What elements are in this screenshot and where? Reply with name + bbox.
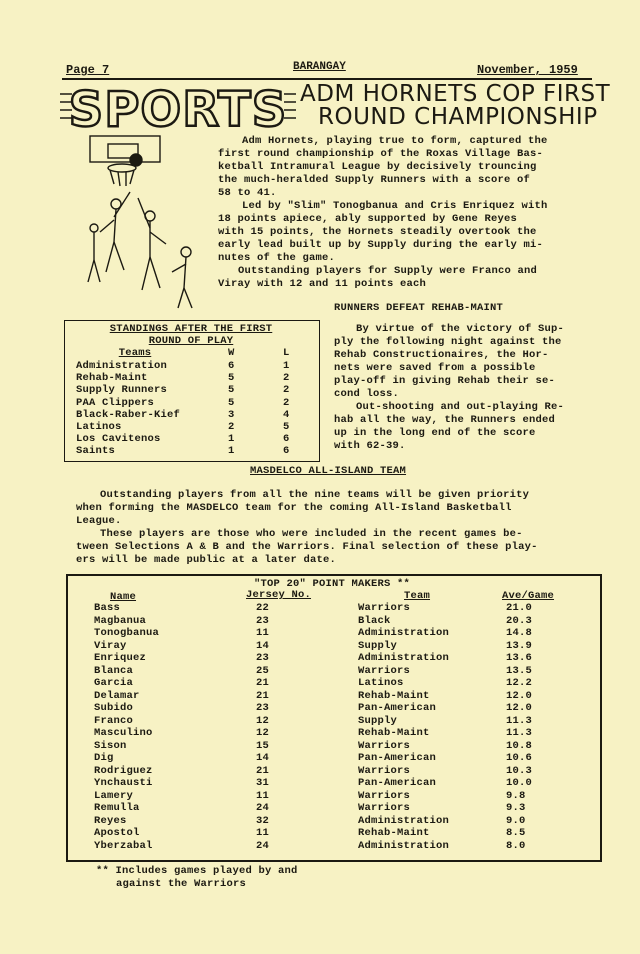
article-line: Adm Hornets, playing true to form, captured the xyxy=(242,135,548,147)
standings-cell-w: 5 xyxy=(228,372,235,385)
top20-cell-jersey: 11 xyxy=(256,827,270,839)
top20-cell-name: Magbanua xyxy=(94,614,147,627)
top20-cell-ave: 10.8 xyxy=(506,739,533,752)
article-line: nets were saved from a possible xyxy=(334,362,536,374)
standings-cell-l: 1 xyxy=(283,360,290,372)
top20-cell-team: Rehab-Maint xyxy=(358,689,430,702)
top20-cell-team: Pan-American xyxy=(358,702,437,714)
top20-title: "TOP 20" POINT MAKERS ** xyxy=(253,578,411,590)
standings-cell-w: 5 xyxy=(228,384,235,397)
top20-cell-name: Enriquez xyxy=(94,652,147,664)
standings-cell-l: 6 xyxy=(283,433,290,446)
top20-cell-jersey: 12 xyxy=(256,714,270,727)
article-line: play-off in giving Rehab their se- xyxy=(334,375,556,387)
article-masdelco-title: MASDELCO ALL-ISLAND TEAM xyxy=(250,465,407,477)
top20-cell-jersey: 23 xyxy=(256,702,270,714)
standings-cell-l: 5 xyxy=(283,421,290,433)
top20-cell-team: Pan-American xyxy=(358,777,437,789)
top20-cell-jersey: 21 xyxy=(256,677,270,689)
top20-cell-team: Administration xyxy=(358,839,450,852)
article-line: By virtue of the victory of Sup- xyxy=(356,323,565,335)
article-line: nutes of the game. xyxy=(218,252,336,264)
top20-cell-name: Viray xyxy=(94,639,127,652)
top20-col-name: Name xyxy=(110,591,137,603)
standings-cell-l: 2 xyxy=(283,396,290,409)
top20-cell-ave: 13.9 xyxy=(506,639,533,652)
article-line: early lead built up by Supply during the early mi- xyxy=(218,239,544,251)
standings-cell-team: Saints xyxy=(76,445,116,458)
top20-cell-name: Garcia xyxy=(94,677,134,689)
article-line: with 62-39. xyxy=(334,440,406,452)
top20-col-jersey: Jersey No. xyxy=(246,589,312,601)
standings-cell-team: Supply Runners xyxy=(76,384,168,397)
standings-cell-team: Latinos xyxy=(76,421,122,433)
top20-cell-team: Rehab-Maint xyxy=(358,727,430,739)
issue-date: November, 1959 xyxy=(477,63,578,77)
top20-cell-jersey: 23 xyxy=(256,614,270,627)
top20-cell-jersey: 23 xyxy=(256,652,270,664)
top20-cell-ave: 11.3 xyxy=(506,727,533,739)
top20-cell-name: Remulla xyxy=(94,802,140,814)
standings-cell-l: 6 xyxy=(283,445,290,458)
article-line: ers will be made public at a later date. xyxy=(76,554,337,566)
top20-cell-team: Administration xyxy=(358,652,450,664)
top20-cell-ave: 21.0 xyxy=(506,602,533,614)
top20-cell-name: Blanca xyxy=(94,664,134,677)
top20-cell-ave: 12.0 xyxy=(506,689,533,702)
top20-cell-jersey: 24 xyxy=(256,839,270,852)
standings-col-w: W xyxy=(228,347,235,359)
top20-cell-team: Supply xyxy=(358,714,398,727)
top20-cell-jersey: 11 xyxy=(256,789,270,802)
headline-line-2: ROUND CHAMPIONSHIP xyxy=(318,104,598,130)
top20-cell-jersey: 31 xyxy=(256,777,270,789)
top20-cell-name: Bass xyxy=(94,602,121,614)
top20-cell-team: Administration xyxy=(358,627,450,639)
top20-cell-jersey: 32 xyxy=(256,814,270,827)
page-number: Page 7 xyxy=(66,63,110,77)
sports-logo xyxy=(60,80,296,138)
top20-cell-team: Warriors xyxy=(358,789,411,802)
standings-cell-w: 3 xyxy=(228,408,235,421)
standings-cell-w: 6 xyxy=(228,360,235,372)
top20-cell-name: Ynchausti xyxy=(94,777,153,789)
top20-cell-ave: 9.3 xyxy=(506,802,526,814)
article-line: League. xyxy=(76,515,122,527)
article-line: hab all the way, the Runners ended xyxy=(334,414,556,426)
standings-cell-w: 1 xyxy=(228,433,235,446)
top20-cell-jersey: 14 xyxy=(256,752,270,764)
top20-cell-jersey: 25 xyxy=(256,664,270,677)
standings-cell-w: 2 xyxy=(228,421,235,433)
standings-col-l: L xyxy=(283,347,290,359)
svg-text:SPORTS: SPORTS xyxy=(68,82,288,138)
top20-cell-ave: 20.3 xyxy=(506,614,533,627)
top20-cell-team: Supply xyxy=(358,639,398,652)
top20-cell-jersey: 12 xyxy=(256,727,270,739)
top20-cell-team: Warriors xyxy=(358,802,411,814)
top20-cell-jersey: 21 xyxy=(256,689,270,702)
article-runners-title: RUNNERS DEFEAT REHAB-MAINT xyxy=(334,302,504,314)
top20-cell-ave: 10.6 xyxy=(506,752,533,764)
article-line: first round championship of the Roxas Village Bas- xyxy=(218,148,544,160)
top20-cell-ave: 12.2 xyxy=(506,677,533,689)
top20-cell-jersey: 21 xyxy=(256,764,270,777)
article-line: when forming the MASDELCO team for the coming All-Island Basketball xyxy=(76,502,512,514)
top20-cell-team: Latinos xyxy=(358,677,404,689)
standings-cell-team: Rehab-Maint xyxy=(76,372,148,385)
standings-title-2: ROUND OF PLAY xyxy=(148,335,234,347)
standings-cell-l: 2 xyxy=(283,372,290,385)
standings-title-1: STANDINGS AFTER THE FIRST xyxy=(109,323,273,335)
article-line: up in the long end of the score xyxy=(334,427,536,439)
top20-cell-jersey: 14 xyxy=(256,639,270,652)
top20-col-team: Team xyxy=(404,590,431,602)
standings-cell-w: 5 xyxy=(228,396,235,409)
top20-cell-name: Apostol xyxy=(94,827,140,839)
article-line: Out-shooting and out-playing Re- xyxy=(356,401,565,413)
top20-cell-ave: 13.5 xyxy=(506,664,533,677)
standings-cell-l: 4 xyxy=(283,408,290,421)
standings-cell-team: PAA Clippers xyxy=(76,396,155,409)
article-line: tween Selections A & B and the Warriors. Final selection of these play- xyxy=(76,541,538,553)
top20-cell-ave: 12.0 xyxy=(506,702,533,714)
top20-cell-team: Rehab-Maint xyxy=(358,827,430,839)
top20-cell-jersey: 11 xyxy=(256,627,270,639)
article-line: Rehab Constructionaires, the Hor- xyxy=(334,349,549,361)
top20-cell-team: Black xyxy=(358,614,391,627)
article-line: Led by "Slim" Tonogbanua and Cris Enriquez with xyxy=(242,200,548,212)
top20-cell-ave: 13.6 xyxy=(506,652,533,664)
top20-cell-team: Warriors xyxy=(358,602,411,614)
standings-cell-w: 1 xyxy=(228,445,235,458)
top20-cell-team: Pan-American xyxy=(358,752,437,764)
top20-cell-team: Administration xyxy=(358,814,450,827)
top20-cell-ave: 9.0 xyxy=(506,814,526,827)
top20-cell-name: Tonogbanua xyxy=(94,627,160,639)
top20-col-ave: Ave/Game xyxy=(502,590,555,602)
publication-name: BARANGAY xyxy=(293,61,346,73)
top20-cell-name: Subido xyxy=(94,702,134,714)
article-line: with 15 points, the Hornets steadily overtook the xyxy=(218,226,537,238)
article-line: Outstanding players for Supply were Franco and xyxy=(238,265,538,277)
top20-cell-ave: 9.8 xyxy=(506,789,526,802)
article-line: Viray with 12 and 11 points each xyxy=(218,278,427,290)
top20-footnote-1: ** Includes games played by and xyxy=(96,865,298,877)
top20-cell-ave: 10.3 xyxy=(506,764,533,777)
top20-cell-ave: 10.0 xyxy=(506,777,533,789)
top20-cell-name: Yberzabal xyxy=(94,839,153,852)
standings-cell-team: Los Cavitenos xyxy=(76,433,161,446)
top20-cell-team: Warriors xyxy=(358,664,411,677)
top20-cell-name: Masculino xyxy=(94,727,153,739)
top20-cell-team: Warriors xyxy=(358,739,411,752)
basketball-illustration xyxy=(80,132,210,312)
headline-line-1: ADM HORNETS COP FIRST xyxy=(300,81,611,107)
article-line: Outstanding players from all the nine teams will be given priority xyxy=(100,489,530,501)
top20-cell-jersey: 22 xyxy=(256,602,270,614)
standings-col-team: Teams xyxy=(118,347,152,359)
top20-cell-ave: 8.5 xyxy=(506,827,526,839)
article-line: ketball Intramural League by decisively trouncing xyxy=(218,161,537,173)
standings-cell-team: Administration xyxy=(76,360,168,372)
top20-cell-name: Delamar xyxy=(94,689,140,702)
top20-cell-jersey: 15 xyxy=(256,739,270,752)
article-line: These players are those who were included in the recent games be- xyxy=(100,528,523,540)
article-line: the much-heralded Supply Runners with a score of xyxy=(218,174,531,186)
top20-cell-name: Rodriguez xyxy=(94,764,153,777)
top20-cell-ave: 11.3 xyxy=(506,714,533,727)
top20-cell-name: Reyes xyxy=(94,814,127,827)
top20-cell-ave: 14.8 xyxy=(506,627,533,639)
article-line: ply the following night against the xyxy=(334,336,562,348)
top20-cell-team: Warriors xyxy=(358,764,411,777)
top20-cell-ave: 8.0 xyxy=(506,839,526,852)
standings-cell-team: Black-Raber-Kief xyxy=(76,408,181,421)
article-line: cond loss. xyxy=(334,388,400,400)
top20-footnote-2: against the Warriors xyxy=(116,878,247,890)
top20-cell-name: Dig xyxy=(94,752,114,764)
standings-cell-l: 2 xyxy=(283,384,290,397)
article-line: 58 to 41. xyxy=(218,187,277,199)
top20-cell-name: Franco xyxy=(94,714,134,727)
top20-cell-name: Sison xyxy=(94,739,127,752)
top20-cell-name: Lamery xyxy=(94,789,134,802)
article-line: 18 points apiece, ably supported by Gene Reyes xyxy=(218,213,518,225)
top20-cell-jersey: 24 xyxy=(256,802,270,814)
